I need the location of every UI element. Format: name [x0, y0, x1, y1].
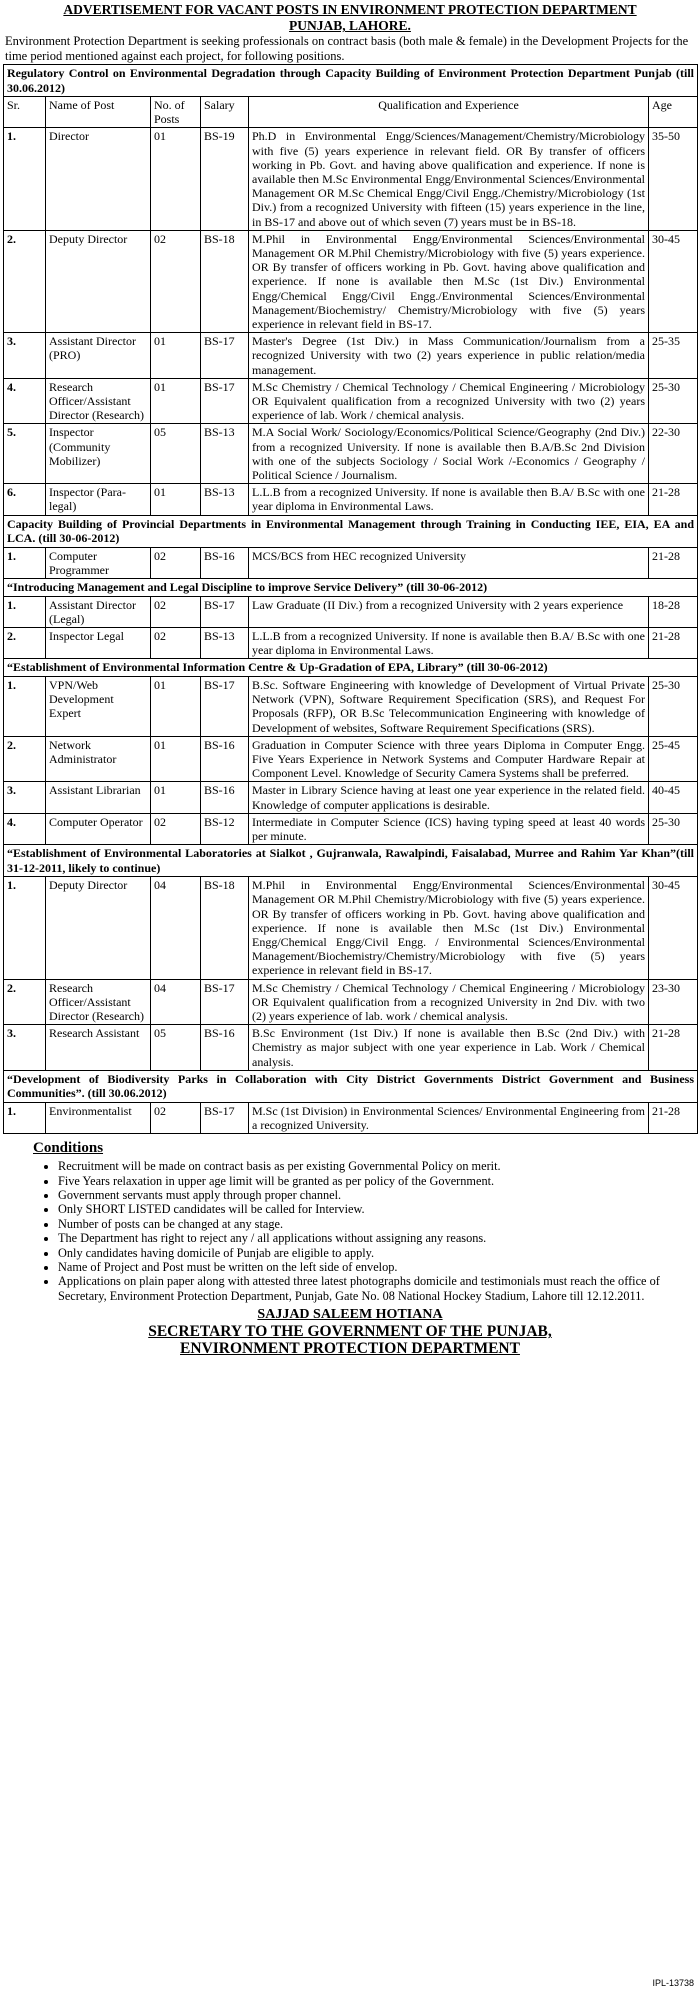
sr-cell: 1.: [4, 877, 46, 979]
condition-item: • Applications on plain paper along with attested three latest photographs domicile and testimonials must reach the office of Secretary, Environment Protection Department, Punjab, Gate No. 08 National Hockey Stadium, Lahore till 12.12.2011.: [58, 1274, 697, 1303]
column-header: Name of Post: [46, 97, 151, 128]
posts-count-cell: 02: [151, 596, 201, 627]
post-row: [4, 628, 698, 659]
salary-cell: BS-12: [201, 813, 249, 844]
salary-cell: BS-13: [201, 484, 249, 515]
salary-cell: BS-17: [201, 378, 249, 424]
salary-cell: BS-16: [201, 736, 249, 782]
post-name-cell: Inspector Legal: [46, 628, 151, 659]
posts-table: [3, 64, 698, 1134]
qualification-cell: L.L.B from a recognized University. If none is available then B.A/ B.Sc with one year diploma in Environmental Laws.: [249, 628, 649, 659]
age-cell: 35-50: [649, 128, 698, 230]
project-title: Regulatory Control on Environmental Degradation through Capacity Building of Environment Protection Department Punjab (till 30.06.2012): [4, 65, 698, 97]
post-name-cell: Assistant Librarian: [46, 782, 151, 813]
post-row: [4, 333, 698, 379]
sr-cell: 6.: [4, 484, 46, 515]
column-header: Qualification and Experience: [249, 97, 649, 128]
qualification-cell: M.Sc (1st Division) in Environmental Sciences/ Environmental Engineering from a recognized University.: [249, 1102, 649, 1133]
salary-cell: BS-17: [201, 979, 249, 1025]
post-name-cell: Inspector (Community Mobilizer): [46, 424, 151, 484]
posts-count-cell: 01: [151, 676, 201, 736]
age-cell: 21-28: [649, 484, 698, 515]
post-row: [4, 1025, 698, 1071]
signatory-name: SAJJAD SALEEM HOTIANA: [257, 1307, 443, 1323]
condition-item: • Only candidates having domicile of Punjab are eligible to apply.: [58, 1246, 697, 1260]
salary-cell: BS-17: [201, 676, 249, 736]
age-cell: 21-28: [649, 1102, 698, 1133]
sr-cell: 1.: [4, 676, 46, 736]
post-row: [4, 547, 698, 578]
post-row: [4, 596, 698, 627]
qualification-cell: M.A Social Work/ Sociology/Economics/Political Science/Geography (2nd Div.) from a recognized University. If none is available then B.A/B.Sc 2nd Division with one of the subjects Sociology / Social Work /-Economics / Geography / Political Science / Journalism.: [249, 424, 649, 484]
project-title: “Establishment of Environmental Laboratories at Sialkot , Gujranwala, Rawalpindi, Faisalabad, Murree and Rahim Yar Khan”(till 31-12-2011, likely to continue): [4, 845, 698, 877]
project-title: “Development of Biodiversity Parks in Collaboration with City District Governments District Government and Business Communities”. (till 30.06.2012): [4, 1070, 698, 1102]
post-name-cell: Environmentalist: [46, 1102, 151, 1133]
post-name-cell: Computer Operator: [46, 813, 151, 844]
posts-count-cell: 01: [151, 333, 201, 379]
qualification-cell: Ph.D in Environmental Engg/Sciences/Management/Chemistry/Microbiology with five (5) years experience in relevant field. OR By transfer of officers working in Pb. Govt. and having above qualification and experience. If none is available then M.Sc Environmental Engg/Environmental Sciences/Environmental Management OR M.Sc Chemical Engg/Civil Engg./Chemistry/Microbiology (1st Div.) from a recognized University with fifteen (15) years experience in the line, in BS-17 and above out of which seven (7) years must be in BS-18.: [249, 128, 649, 230]
salary-cell: BS-18: [201, 230, 249, 332]
salary-cell: BS-19: [201, 128, 249, 230]
posts-count-cell: 02: [151, 547, 201, 578]
qualification-cell: M.Sc Chemistry / Chemical Technology / Chemical Engineering / Microbiology OR Equivalent qualification from a recognized University in 2nd Div. with two (2) years experience of lab. work / chemical analysis.: [249, 979, 649, 1025]
salary-cell: BS-18: [201, 877, 249, 979]
age-cell: 25-30: [649, 676, 698, 736]
age-cell: 21-28: [649, 628, 698, 659]
qualification-cell: Graduation in Computer Science with three years Diploma in Computer Engg. Five Years Experience in Network Systems and Computer Hardware Repair at Component Level. Knowledge of Security Camera Systems shall be preferred.: [249, 736, 649, 782]
sr-cell: 2.: [4, 979, 46, 1025]
column-header: Age: [649, 97, 698, 128]
salary-cell: BS-13: [201, 628, 249, 659]
age-cell: 22-30: [649, 424, 698, 484]
sr-cell: 3.: [4, 333, 46, 379]
project-section-row: [4, 1070, 698, 1102]
posts-count-cell: 01: [151, 736, 201, 782]
age-cell: 25-35: [649, 333, 698, 379]
salary-cell: BS-17: [201, 596, 249, 627]
sr-cell: 3.: [4, 782, 46, 813]
post-row: [4, 1102, 698, 1133]
conditions-list: [3, 1159, 697, 1303]
project-title: “Establishment of Environmental Information Centre & Up-Gradation of EPA, Library” (till 30-06-2012): [4, 659, 698, 677]
post-name-cell: Network Administrator: [46, 736, 151, 782]
post-name-cell: Inspector (Para-legal): [46, 484, 151, 515]
sr-cell: 2.: [4, 736, 46, 782]
signatory-title: SECRETARY TO THE GOVERNMENT OF THE PUNJAB,: [148, 1323, 552, 1341]
column-header-row: [4, 97, 698, 128]
posts-count-cell: 02: [151, 230, 201, 332]
qualification-cell: Law Graduate (II Div.) from a recognized University with 2 years experience: [249, 596, 649, 627]
ad-subtitle: PUNJAB, LAHORE.: [289, 18, 411, 33]
age-cell: 30-45: [649, 877, 698, 979]
condition-item: • The Department has right to reject any / all applications without assigning any reasons.: [58, 1231, 697, 1245]
project-title: Capacity Building of Provincial Departments in Environmental Management through Training in Conducting IEE, EIA, EA and LCA. (till 30-06-2012): [4, 515, 698, 547]
ad-title: ADVERTISEMENT FOR VACANT POSTS IN ENVIRONMENT PROTECTION DEPARTMENT: [63, 2, 637, 17]
post-row: [4, 736, 698, 782]
post-name-cell: Research Assistant: [46, 1025, 151, 1071]
post-row: [4, 877, 698, 979]
posts-count-cell: 02: [151, 813, 201, 844]
conditions-title: Conditions: [33, 1140, 104, 1157]
qualification-cell: MCS/BCS from HEC recognized University: [249, 547, 649, 578]
age-cell: 21-28: [649, 547, 698, 578]
posts-count-cell: 01: [151, 378, 201, 424]
posts-count-cell: 05: [151, 1025, 201, 1071]
age-cell: 25-45: [649, 736, 698, 782]
post-name-cell: Director: [46, 128, 151, 230]
sr-cell: 4.: [4, 378, 46, 424]
salary-cell: BS-17: [201, 333, 249, 379]
posts-count-cell: 05: [151, 424, 201, 484]
condition-item: • Recruitment will be made on contract basis as per existing Governmental Policy on merit.: [58, 1159, 697, 1173]
post-row: [4, 424, 698, 484]
salary-cell: BS-16: [201, 782, 249, 813]
sr-cell: 1.: [4, 547, 46, 578]
salary-cell: BS-13: [201, 424, 249, 484]
post-row: [4, 378, 698, 424]
qualification-cell: Intermediate in Computer Science (ICS) having typing speed at least 40 words per minute.: [249, 813, 649, 844]
sr-cell: 3.: [4, 1025, 46, 1071]
post-name-cell: Deputy Director: [46, 877, 151, 979]
post-row: [4, 813, 698, 844]
salary-cell: BS-16: [201, 1025, 249, 1071]
project-section-row: [4, 845, 698, 877]
post-name-cell: Deputy Director: [46, 230, 151, 332]
post-row: [4, 484, 698, 515]
age-cell: 18-28: [649, 596, 698, 627]
posts-count-cell: 01: [151, 484, 201, 515]
qualification-cell: Master in Library Science having at least one year experience in the related field. Knowledge of computer applications is desirable.: [249, 782, 649, 813]
sr-cell: 4.: [4, 813, 46, 844]
qualification-cell: B.Sc. Software Engineering with knowledge of Development of Virtual Private Network (VPN), Software Requirement Specification (SRS), and Request For Proposals (RFP), OR B.Sc Telecommunication Engineering with knowledge of Development of websites, Software Requirement Specifications (SRS).: [249, 676, 649, 736]
sr-cell: 2.: [4, 628, 46, 659]
signatory-department: ENVIRONMENT PROTECTION DEPARTMENT: [180, 1340, 520, 1358]
sr-cell: 5.: [4, 424, 46, 484]
post-name-cell: Research Officer/Assistant Director (Research): [46, 378, 151, 424]
reference-number: IPL-13738: [652, 1978, 694, 1988]
age-cell: 21-28: [649, 1025, 698, 1071]
project-section-row: [4, 579, 698, 597]
post-row: [4, 676, 698, 736]
age-cell: 23-30: [649, 979, 698, 1025]
condition-item: • Only SHORT LISTED candidates will be called for Interview.: [58, 1202, 697, 1216]
posts-count-cell: 04: [151, 877, 201, 979]
posts-count-cell: 01: [151, 782, 201, 813]
sr-cell: 1.: [4, 128, 46, 230]
qualification-cell: M.Phil in Environmental Engg/Environmental Sciences/Environmental Management OR M.Phil Chemistry/Microbiology with five (5) years experience. OR By transfer of officers working in Pb. Govt. having above qualification and experience. If none is available then M.Sc (1st Div.) Environmental Engg/Chemical Engg/Civil Engg./Environmental Sciences/Environmental Management/Biochemistry/ Chemistry/Microbiology with five (5) years experience in relevant field in BS-17.: [249, 230, 649, 332]
column-header: Salary: [201, 97, 249, 128]
age-cell: 40-45: [649, 782, 698, 813]
posts-count-cell: 04: [151, 979, 201, 1025]
condition-item: • Name of Project and Post must be written on the left side of envelop.: [58, 1260, 697, 1274]
sr-cell: 1.: [4, 596, 46, 627]
condition-item: • Five Years relaxation in upper age limit will be granted as per policy of the Government.: [58, 1174, 697, 1188]
salary-cell: BS-16: [201, 547, 249, 578]
sr-cell: 2.: [4, 230, 46, 332]
salary-cell: BS-17: [201, 1102, 249, 1133]
post-name-cell: VPN/Web Development Expert: [46, 676, 151, 736]
project-section-row: [4, 659, 698, 677]
qualification-cell: L.L.B from a recognized University. If none is available then B.A/ B.Sc with one year diploma in Environmental Laws.: [249, 484, 649, 515]
post-name-cell: Assistant Director (PRO): [46, 333, 151, 379]
post-row: [4, 782, 698, 813]
post-row: [4, 230, 698, 332]
post-name-cell: Computer Programmer: [46, 547, 151, 578]
age-cell: 25-30: [649, 813, 698, 844]
qualification-cell: M.Phil in Environmental Engg/Environmental Sciences/Environmental Management OR M.Phil Chemistry/Microbiology with five (5) years experience. OR By transfer of officers working in Pb. Govt. having above qualification and experience. If none is available then M.Sc (1st Div.) Environmental Engg/Chemical Engg/Civil Engg. / Environmental Sciences/Environmental Management/Biochemistry/Chemistry/Microbiology with five (5) years experience in relevant field in BS-17.: [249, 877, 649, 979]
project-title: “Introducing Management and Legal Discipline to improve Service Delivery” (till 30-06-2012): [4, 579, 698, 597]
age-cell: 30-45: [649, 230, 698, 332]
column-header: No. of Posts: [151, 97, 201, 128]
post-row: [4, 128, 698, 230]
project-section-row: [4, 65, 698, 97]
post-name-cell: Assistant Director (Legal): [46, 596, 151, 627]
qualification-cell: B.Sc Environment (1st Div.) If none is available then B.Sc (2nd Div.) with Chemistry as major subject with one year experience in Lab. Work / Chemical analysis.: [249, 1025, 649, 1071]
sr-cell: 1.: [4, 1102, 46, 1133]
posts-count-cell: 02: [151, 628, 201, 659]
ad-intro: Environment Protection Department is seeking professionals on contract basis (both male & female) in the Development Projects for the time period mentioned against each project, for following positions.: [5, 34, 689, 63]
qualification-cell: M.Sc Chemistry / Chemical Technology / Chemical Engineering / Microbiology OR Equivalent qualification from a recognized University with two (2) years experience of lab. Work / chemical analysis.: [249, 378, 649, 424]
condition-item: • Government servants must apply through proper channel.: [58, 1188, 697, 1202]
condition-item: • Number of posts can be changed at any stage.: [58, 1217, 697, 1231]
qualification-cell: Master's Degree (1st Div.) in Mass Communication/Journalism from a recognized University with two (2) years experience in public relation/media management.: [249, 333, 649, 379]
posts-count-cell: 01: [151, 128, 201, 230]
project-section-row: [4, 515, 698, 547]
age-cell: 25-30: [649, 378, 698, 424]
post-name-cell: Research Officer/Assistant Director (Research): [46, 979, 151, 1025]
posts-count-cell: 02: [151, 1102, 201, 1133]
post-row: [4, 979, 698, 1025]
column-header: Sr.: [4, 97, 46, 128]
